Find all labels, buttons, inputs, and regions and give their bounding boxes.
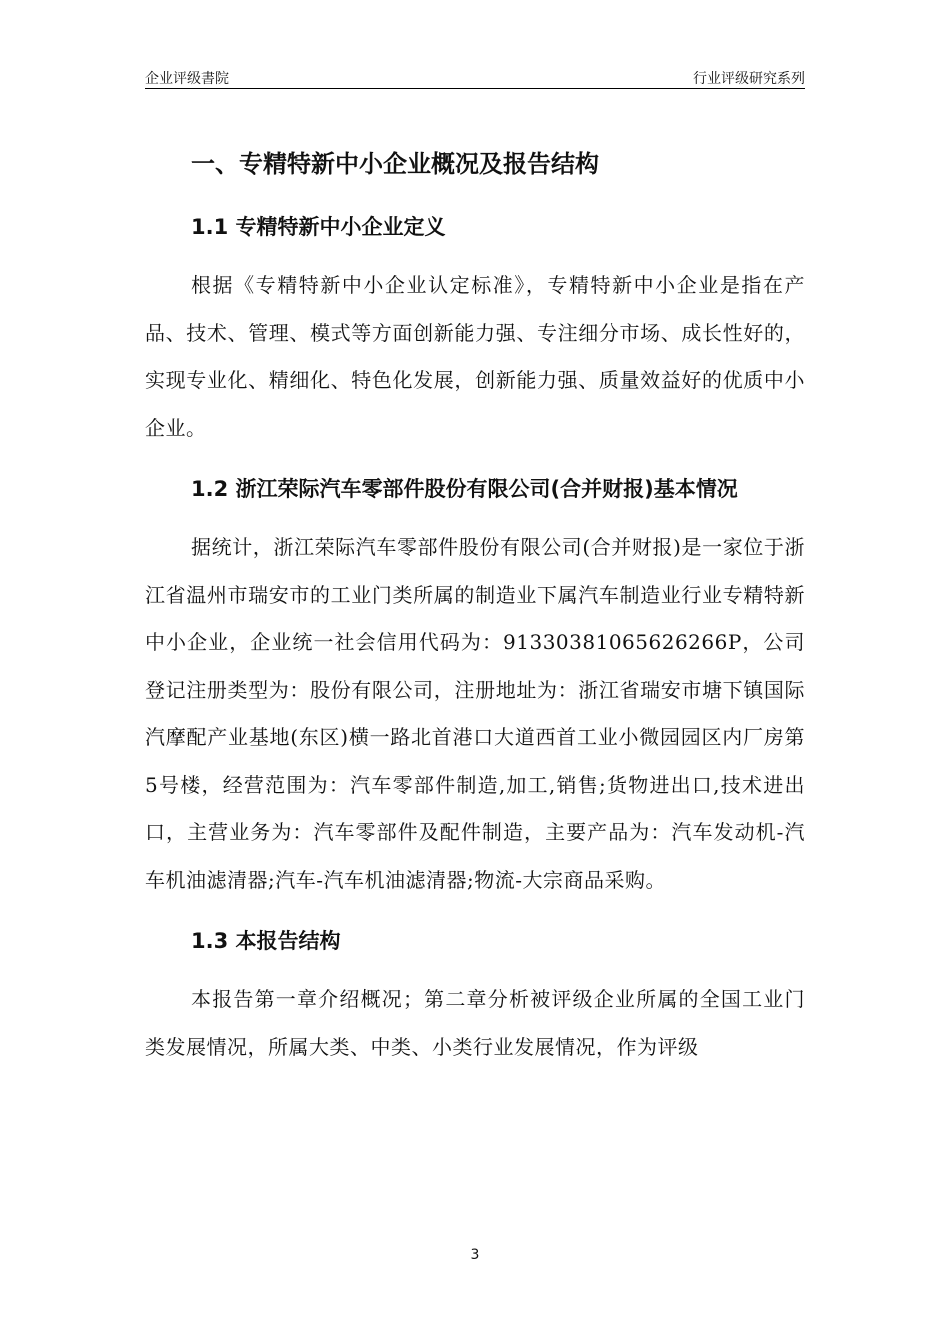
section-1-1-title: 1.1 专精特新中小企业定义 <box>191 215 446 239</box>
section-1-2-title: 1.2 浙江荣际汽车零部件股份有限公司(合并财报)基本情况 <box>191 477 738 501</box>
document-body <box>145 140 805 1083</box>
header-left-text: 企业评级書院 <box>145 71 229 87</box>
header-right-text: 行业评级研究系列 <box>693 71 805 87</box>
section-1-1-paragraph: 根据《专精特新中小企业认定标准》，专精特新中小企业是指在产品、技术、管理、模式等方面创新能力强、专注细分市场、成长性好的，实现专业化、精细化、特色化发展，创新能力强、质量效益好的优质中小企业。 <box>145 273 805 440</box>
section-1-2-paragraph: 据统计，浙江荣际汽车零部件股份有限公司(合并财报)是一家位于浙江省温州市瑞安市的工业门类所属的制造业下属汽车制造业行业专精特新中小企业，企业统一社会信用代码为：91330381065626266P，公司登记注册类型为：股份有限公司，注册地址为：浙江省瑞安市塘下镇国际汽摩配产业基地(东区)横一路北首港口大道西首工业小微园园区内厂房第5号楼，经营范围为：汽车零部件制造,加工,销售;货物进出口,技术进出口，主营业务为：汽车零部件及配件制造，主要产品为：汽车发动机-汽车机油滤清器;汽车-汽车机油滤清器;物流-大宗商品采购。 <box>145 535 805 892</box>
section-1-3-title: 1.3 本报告结构 <box>191 929 341 953</box>
page-number: 3 <box>470 1247 480 1263</box>
page-header <box>145 66 805 89</box>
chapter-title: 一、专精特新中小企业概况及报告结构 <box>191 150 599 178</box>
section-1-3-paragraph: 本报告第一章介绍概况；第二章分析被评级企业所属的全国工业门类发展情况，所属大类、中类、小类行业发展情况，作为评级 <box>145 987 805 1059</box>
